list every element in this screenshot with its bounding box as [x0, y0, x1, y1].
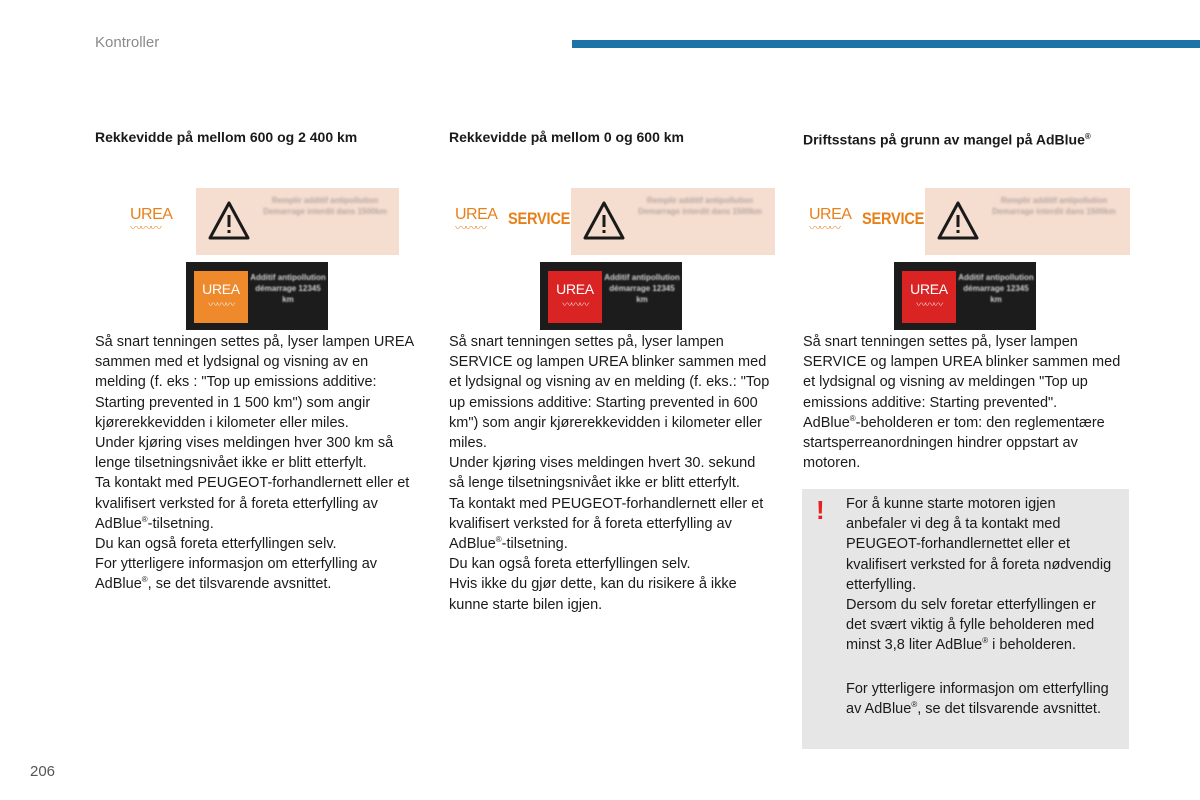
column-heading: Rekkevidde på mellom 600 og 2 400 km — [95, 129, 358, 145]
dashboard-display-panel — [894, 262, 1036, 330]
trademark-symbol: ® — [141, 515, 148, 524]
exclamation-icon: ! — [816, 495, 825, 525]
service-indicator-label: SERVICE — [862, 209, 925, 228]
warning-message-panel — [925, 188, 1130, 255]
warning-message-text: Remplir additif antipollution Demarrage interdit dans 1500km — [638, 196, 762, 216]
trademark-symbol: ® — [982, 636, 989, 646]
header-accent-bar — [572, 40, 1200, 48]
warning-message-text: Remplir additif antipollution Demarrage interdit dans 1500km — [992, 196, 1116, 216]
warning-triangle-icon — [207, 200, 251, 242]
trademark-symbol: ® — [911, 700, 918, 710]
paragraph-text: Ta kontakt med PEUGEOT-forhandlernett eller et kvalifisert verksted for å foreta etterfylling av AdBlue — [449, 495, 764, 553]
trademark-symbol: ® — [141, 575, 148, 585]
warning-message-panel — [571, 188, 775, 255]
paragraph-text: Du kan også foreta etterfyllingen selv. — [449, 556, 691, 573]
urea-dashboard-icon-label: UREA — [556, 281, 594, 297]
urea-indicator-label: UREA — [809, 206, 852, 223]
notice-paragraph: Dersom du selv foretar etterfyllingen er det svært viktig å fylle beholderen med minst 3,8 liter AdBlue — [846, 597, 1096, 654]
notice-text — [846, 679, 1118, 719]
urea-dashboard-waves-icon: 〰〰〰 — [562, 300, 588, 311]
dashboard-display-text: Additif antipollution démarrage 12345 km — [604, 273, 680, 304]
urea-dashboard-icon — [194, 271, 248, 323]
paragraph-text: Så snart tenningen settes på, lyser lampen SERVICE og lampen UREA blinker sammen med et lydsignal og visning av meldingen "Top up emissions additive: Starting prevented". — [803, 334, 1121, 411]
paragraph-text: Hvis ikke du gjør dette, kan du risikere å ikke kunne starte bilen igjen. — [449, 576, 737, 613]
body-text — [449, 332, 771, 615]
paragraph-text: -beholderen er tom: den reglementære startsperreanordningen hindrer oppstart av motoren. — [803, 414, 1105, 472]
urea-waves-icon: 〰〰〰 — [130, 221, 161, 235]
warning-triangle-icon — [582, 200, 626, 242]
dashboard-display-panel — [186, 262, 328, 330]
section-label: Kontroller — [95, 34, 160, 51]
urea-dashboard-icon — [902, 271, 956, 323]
warning-triangle-icon — [936, 200, 980, 242]
paragraph-text: AdBlue — [803, 414, 850, 431]
column-range-0-600 — [449, 126, 779, 615]
paragraph-text: Så snart tenningen settes på, lyser lampen UREA sammen med et lydsignal og visning av en melding (f. eks : "Top up emissions additive: Starting prevented in 1 500 km") som angir kjørerekkevidden i kilometer eller miles. — [95, 334, 414, 431]
urea-dashboard-icon-label: UREA — [202, 281, 240, 297]
column-range-600-2400 — [95, 126, 425, 595]
paragraph-text: Ta kontakt med PEUGEOT-forhandlernett eller et kvalifisert verksted for å foreta etterfylling av AdBlue — [95, 475, 410, 532]
urea-indicator-label: UREA — [130, 206, 173, 223]
trademark-symbol: ® — [1084, 132, 1091, 141]
urea-waves-icon: 〰〰〰 — [455, 221, 486, 235]
warning-message-panel — [196, 188, 399, 255]
notice-paragraph: For å kunne starte motoren igjen anbefaler vi deg å ta kontakt med PEUGEOT-forhandlernettet eller et kvalifisert verksted for å foreta nødvendig etterfylling. — [846, 496, 1112, 593]
trademark-symbol: ® — [849, 413, 856, 423]
paragraph-text: Så snart tenningen settes på, lyser lampen SERVICE og lampen UREA blinker sammen med et lydsignal og visning av en melding (f. eks.: "Top up emissions additive: Starting prevented in 600 km") som angir kjørerekkevidden i kilometer eller miles. — [449, 334, 770, 452]
paragraph-text: Under kjøring vises meldingen hvert 30. sekund så lenge tilsetningsnivået ikke er blitt etterfylt. — [449, 455, 756, 492]
dashboard-illustration — [803, 148, 1133, 332]
paragraph-text: For ytterligere informasjon om etterfylling av AdBlue — [95, 556, 378, 593]
dashboard-display-text: Additif antipollution démarrage 12345 km — [958, 273, 1034, 304]
body-text — [803, 332, 1128, 473]
urea-dashboard-waves-icon: 〰〰〰 — [916, 300, 942, 311]
paragraph-text: Du kan også foreta etterfyllingen selv. — [95, 536, 337, 553]
service-indicator-label: SERVICE — [508, 209, 571, 228]
urea-dashboard-icon — [548, 271, 602, 323]
column-heading — [803, 126, 1133, 148]
urea-indicator-label: UREA — [455, 206, 498, 223]
dashboard-illustration — [95, 148, 425, 332]
dashboard-illustration — [449, 148, 779, 332]
notice-text — [846, 494, 1118, 656]
paragraph-text: Under kjøring vises meldingen hver 300 km så lenge tilsetningsnivået ikke er blitt etterfylt. — [95, 435, 394, 472]
column-heading: Rekkevidde på mellom 0 og 600 km — [449, 129, 684, 145]
paragraph-text: , se det tilsvarende avsnittet. — [147, 576, 332, 593]
urea-dashboard-waves-icon: 〰〰〰 — [208, 300, 234, 311]
warning-message-text: Remplir additif antipollution Demarrage interdit dans 1500km — [263, 196, 387, 216]
urea-waves-icon: 〰〰〰 — [809, 221, 840, 235]
dashboard-display-text: Additif antipollution démarrage 12345 km — [250, 273, 326, 304]
body-text — [95, 332, 420, 595]
paragraph-text: -tilsetning. — [501, 536, 568, 553]
column-adblue-empty — [803, 126, 1133, 473]
urea-dashboard-icon-label: UREA — [910, 281, 948, 297]
page-number: 206 — [30, 763, 56, 780]
notice-box — [802, 489, 1129, 749]
notice-paragraph: i beholderen. — [988, 637, 1076, 654]
dashboard-display-panel — [540, 262, 682, 330]
column-heading-text: Driftsstans på grunn av mangel på AdBlue — [803, 131, 1085, 148]
notice-paragraph: For ytterligere informasjon om etterfylling av AdBlue — [846, 681, 1109, 718]
paragraph-text: -tilsetning. — [147, 515, 214, 532]
notice-paragraph: , se det tilsvarende avsnittet. — [917, 701, 1101, 718]
trademark-symbol: ® — [495, 535, 502, 545]
